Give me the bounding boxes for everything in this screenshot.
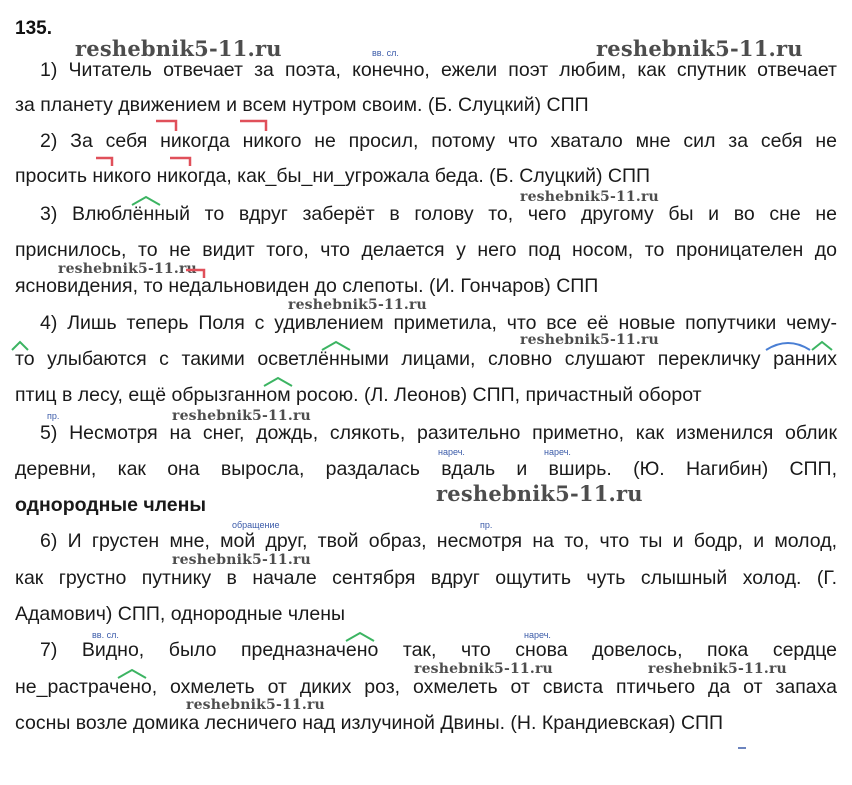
note-address: обращение <box>232 520 280 530</box>
watermark: reshebnik5-11.ru <box>75 36 282 61</box>
text-line-12: деревни, как она выросла, раздалась вдаль и вширь. (Ю. Нагибин) СПП, <box>15 458 837 480</box>
note-adverb: нареч. <box>438 447 465 457</box>
text-line-4: просить никого никогда, как_бы_ни_угрожала беда. (Б. Слуцкий) СПП <box>15 165 651 187</box>
text-line-2: за планету движением и всем нутром своим. (Б. Слуцкий) СПП <box>15 94 589 116</box>
text-line-18: не_растрачено, охмелеть от диких роз, охмелеть от свиста птичьего да от запаха <box>15 676 837 698</box>
watermark: reshebnik5-11.ru <box>172 408 311 424</box>
text-line-9: то улыбаются с такими осветлёнными лицами, словно слушают перекличку ранних <box>15 348 837 370</box>
watermark: reshebnik5-11.ru <box>58 261 197 277</box>
watermark: reshebnik5-11.ru <box>186 697 325 713</box>
text-line-16: Адамович) СПП, однородные члены <box>15 603 346 625</box>
text-line-13: однородные члены <box>15 494 207 516</box>
note-preposition: пр. <box>480 520 493 530</box>
watermark: reshebnik5-11.ru <box>520 189 659 205</box>
text-line-7: ясновидения, то недальновиден до слепоты. (И. Гончаров) СПП <box>15 275 599 297</box>
note-preposition: пр. <box>47 411 60 421</box>
text-line-10: птиц в лесу, ещё обрызганном росою. (Л. Леонов) СПП, причастный оборот <box>15 384 702 406</box>
watermark: reshebnik5-11.ru <box>520 332 659 348</box>
watermark: reshebnik5-11.ru <box>414 661 553 677</box>
text-line-1: 1) Читатель отвечает за поэта, конечно, ежели поэт любим, как спутник отвечает <box>40 59 837 81</box>
text-line-15: как грустно путнику в начале сентября вдруг ощутить чуть слышный холод. (Г. <box>15 567 837 589</box>
note-adverb: нареч. <box>524 630 551 640</box>
note-introductory-word: вв. сл. <box>372 48 399 58</box>
watermark: reshebnik5-11.ru <box>436 481 643 506</box>
text-line-11: 5) Несмотря на снег, дождь, слякоть, разительно приметно, как изменился облик <box>40 422 837 444</box>
note-adverb: нареч. <box>544 447 571 457</box>
watermark: reshebnik5-11.ru <box>648 661 787 677</box>
text-line-5: 3) Влюблённый то вдруг заберёт в голову то, чего другому бы и во сне не <box>40 203 837 225</box>
watermark: reshebnik5-11.ru <box>596 36 803 61</box>
watermark: reshebnik5-11.ru <box>172 552 311 568</box>
note-introductory-word: вв. сл. <box>92 630 119 640</box>
text-line-6: приснилось, то не видит того, что делается у него под носом, то проницателен до <box>15 239 837 261</box>
text-line-8: 4) Лишь теперь Поля с удивлением приметила, что все её новые попутчики чему- <box>40 312 837 334</box>
text-line-3: 2) За себя никогда никого не просил, потому что хватало мне сил за себя не <box>40 130 837 152</box>
task-number: 135. <box>15 18 52 39</box>
text-line-14: 6) И грустен мне, мой друг, твой образ, несмотря на то, что ты и бодр, и молод, <box>40 530 837 552</box>
watermark: reshebnik5-11.ru <box>288 297 427 313</box>
text-line-17: 7) Видно, было предназначено так, что снова довелось, пока сердце <box>40 639 837 661</box>
text-line-19: сосны возле домика лесничего над излучиной Двины. (Н. Крандиевская) СПП <box>15 712 724 734</box>
